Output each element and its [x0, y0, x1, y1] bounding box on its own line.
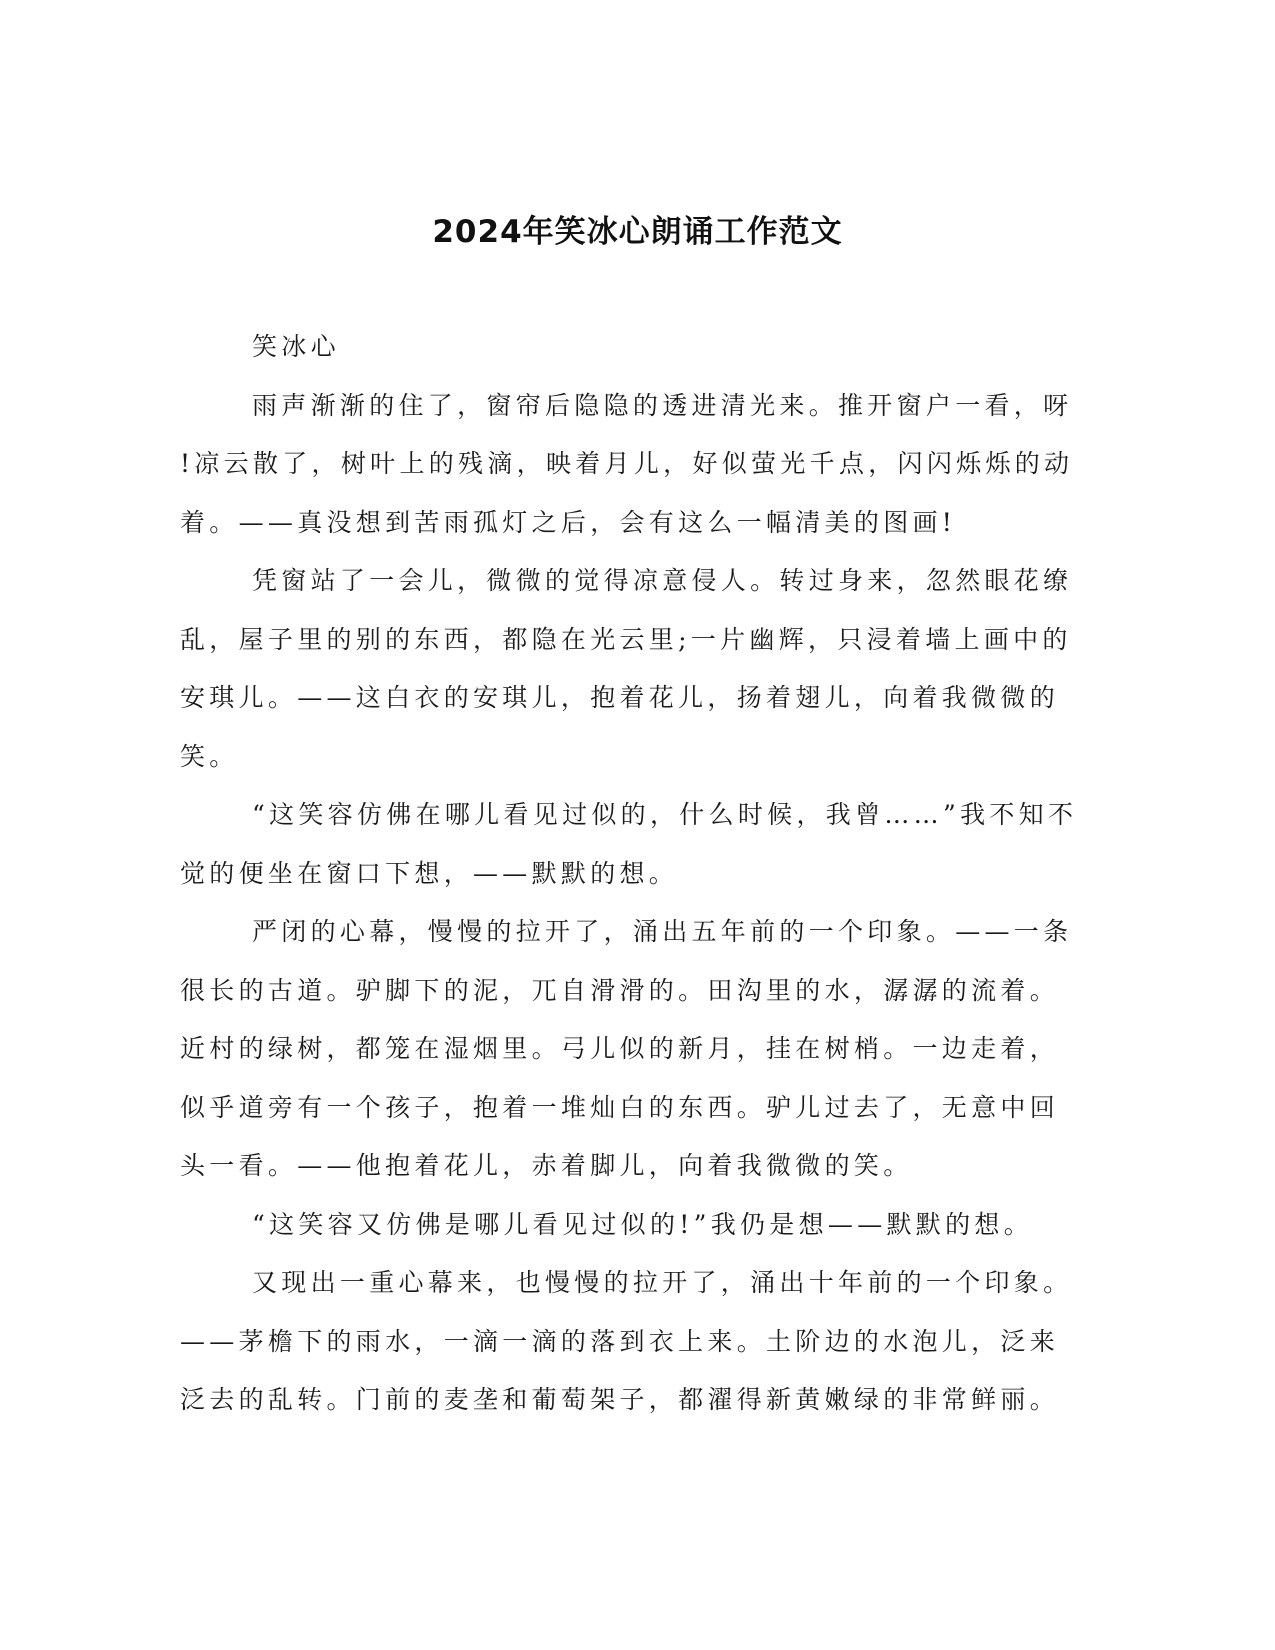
text-line: 安琪儿。——这白衣的安琪儿，抱着花儿，扬着翅儿，向着我微微的 — [180, 683, 1060, 712]
document-title: 2024年笑冰心朗诵工作范文 — [432, 214, 843, 250]
text-line: “这笑容又仿佛是哪儿看见过似的!”我仍是想——默默的想。 — [252, 1209, 1034, 1239]
text-line: 严闭的心幕，慢慢的拉开了，涌出五年前的一个印象。——一条 — [252, 917, 1073, 946]
text-line: 凭窗站了一会儿，微微的觉得凉意侵人。转过身来，忽然眼花缭 — [252, 566, 1073, 595]
text-line: 很长的古道。驴脚下的泥，兀自滑滑的。田沟里的水，潺潺的流着。 — [180, 975, 1060, 1005]
text-line: 雨声渐渐的住了，窗帘后隐隐的透进清光来。推开窗户一看，呀 — [252, 390, 1073, 420]
text-line: 着。——真没想到苦雨孤灯之后，会有这么一幅清美的图画! — [180, 507, 957, 537]
document-body — [180, 318, 1080, 1430]
text-line: “这笑容仿佛在哪儿看见过似的，什么时候，我曾……”我不知不 — [252, 800, 1078, 829]
text-line: 似乎道旁有一个孩子，抱着一堆灿白的东西。驴儿过去了，无意中回 — [180, 1092, 1060, 1122]
text-line: 笑冰心 — [252, 332, 340, 361]
text-line: !凉云散了，树叶上的残滴，映着月儿，好似萤光千点，闪闪烁烁的动 — [180, 449, 1074, 478]
text-line: 笑。 — [180, 741, 239, 771]
text-line: 近村的绿树，都笼在湿烟里。弓儿似的新月，挂在树梢。一边走着， — [180, 1034, 1060, 1063]
text-line: 乱，屋子里的别的东西，都隐在光云里;一片幽辉，只浸着墙上画中的 — [180, 624, 1072, 654]
text-line: 泛去的乱转。门前的麦垄和葡萄架子，都濯得新黄嫩绿的非常鲜丽。 — [180, 1385, 1060, 1414]
text-line: 头一看。——他抱着花儿，赤着脚儿，向着我微微的笑。 — [180, 1151, 913, 1180]
text-line: 又现出一重心幕来，也慢慢的拉开了，涌出十年前的一个印象。 — [252, 1268, 1073, 1297]
text-line: 觉的便坐在窗口下想，——默默的想。 — [180, 858, 679, 888]
text-line: ——茅檐下的雨水，一滴一滴的落到衣上来。土阶边的水泡儿，泛来 — [180, 1326, 1060, 1356]
